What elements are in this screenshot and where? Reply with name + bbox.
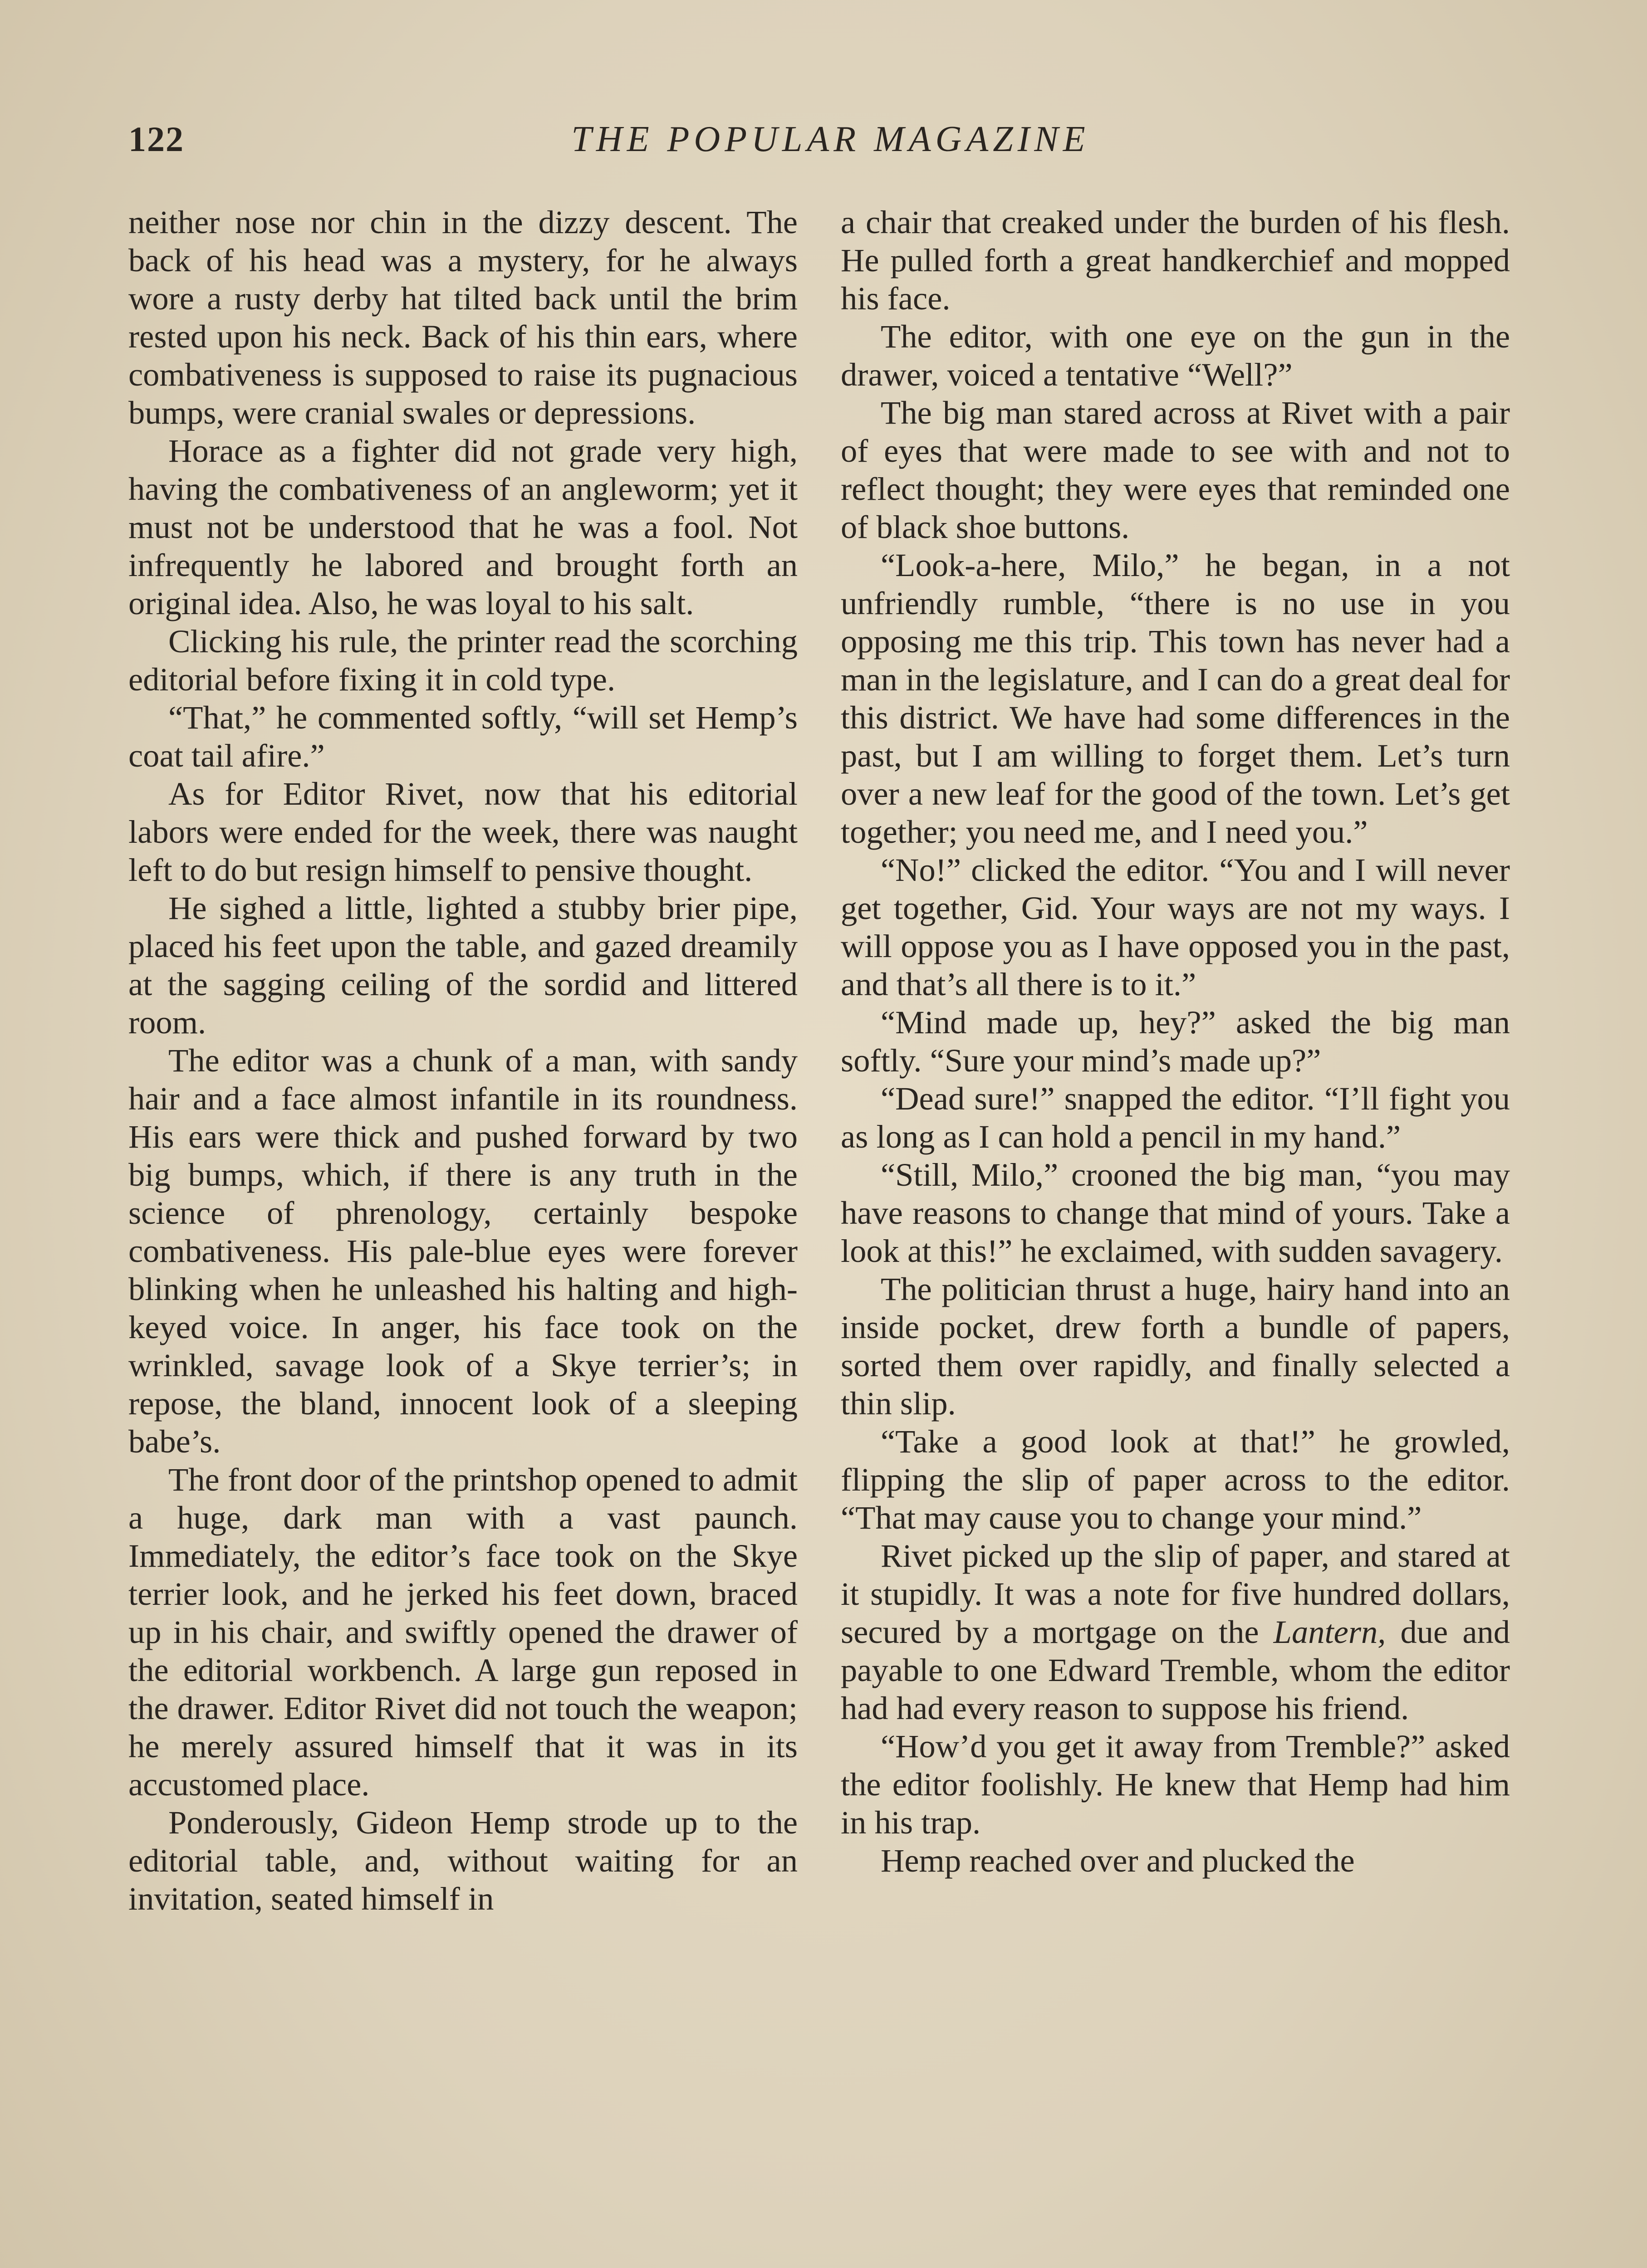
paragraph: The front door of the printshop opened to admit a huge, dark man with a vast paunch. Immediately, the editor’s face took on the Skye terrier look, and he jerked his feet down, braced up in his chair, and swiftly opened the drawer of the editorial workbench. A large gun reposed in the drawer. Editor Rivet did not touch the weapon; he merely assured himself that it was in its accustomed place. bbox=[128, 1461, 798, 1803]
paragraph: “Take a good look at that!” he growled, flipping the slip of paper across to the editor. “That may cause you to change your mind.” bbox=[841, 1423, 1510, 1536]
paragraph: The politician thrust a huge, hairy hand into an inside pocket, drew forth a bundle of papers, sorted them over rapidly, and finally selected a thin slip. bbox=[841, 1271, 1510, 1422]
paragraph: Hemp reached over and plucked the bbox=[881, 1842, 1355, 1879]
text-run: due and payable to one Edward Tremble, whom the editor had had every reason to suppose his friend. bbox=[841, 1613, 1510, 1726]
paragraph: The editor, with one eye on the gun in the drawer, voiced a tentative “Well?” bbox=[841, 318, 1510, 393]
paragraph: Clicking his rule, the printer read the scorching editorial before fixing it in cold type. bbox=[128, 623, 798, 698]
paragraph: Ponderously, Gideon Hemp strode up to the editorial table, and, without waiting for an invitation, seated himself in bbox=[128, 1804, 798, 1917]
paragraph: Horace as a fighter did not grade very high, having the combativeness of an angleworm; yet it must not be understood that he was a fool. Not infrequently he labored and brought forth an original idea. Also, he was loyal to his salt. bbox=[128, 432, 798, 621]
newspaper-name: Lantern, bbox=[1273, 1613, 1386, 1650]
paragraph: He sighed a little, lighted a stubby brier pipe, placed his feet upon the table, and gazed dreamily at the sagging ceiling of the sordid and littered room. bbox=[128, 890, 798, 1041]
paragraph: a chair that creaked under the burden of his flesh. He pulled forth a great handkerchief and mopped his face. bbox=[841, 204, 1510, 317]
paragraph: As for Editor Rivet, now that his editorial labors were ended for the week, there was naught left to do but resign himself to pensive thought. bbox=[128, 775, 798, 888]
page-header bbox=[128, 119, 1533, 169]
paragraph: “Dead sure!” snapped the editor. “I’ll fight you as long as I can hold a pencil in my hand.” bbox=[841, 1080, 1510, 1155]
paragraph: “Look-a-here, Milo,” he began, in a not unfriendly rumble, “there is no use in you opposing me this trip. This town has never had a man in the legislature, and I can do a great deal for this district. We have had some differences in the past, but I am willing to forget them. Let’s turn over a new leaf for the good of the town. Let’s get together; you need me, and I need you.” bbox=[841, 547, 1510, 850]
paragraph: “That,” he commented softly, “will set Hemp’s coat tail afire.” bbox=[128, 699, 798, 774]
paragraph: The editor was a chunk of a man, with sandy hair and a face almost infantile in its roundness. His ears were thick and pushed forward by two big bumps, which, if there is any truth in the science of phrenology, certainly bespoke combativeness. His pale-blue eyes were forever blinking when he unleashed his halting and high-keyed voice. In anger, his face took on the wrinkled, savage look of a Skye terrier’s; in repose, the bland, innocent look of a sleeping babe’s. bbox=[128, 1042, 798, 1460]
paragraph: neither nose nor chin in the dizzy descent. The back of his head was a mystery, for he always wore a rusty derby hat tilted back until the brim rested upon his neck. Back of his thin ears, where combativeness is supposed to raise its pugnacious bumps, were cranial swales or depressions. bbox=[128, 204, 798, 431]
paragraph: “No!” clicked the editor. “You and I will never get together, Gid. Your ways are not my ways. I will oppose you as I have opposed you in the past, and that’s all there is to it.” bbox=[841, 851, 1510, 1002]
paragraph: “Still, Milo,” crooned the big man, “you may have reasons to change that mind of yours. Take a look at this!” he exclaimed, with sudden savagery. bbox=[841, 1156, 1510, 1269]
left-column bbox=[128, 203, 798, 1918]
page-number: 122 bbox=[128, 119, 184, 159]
paragraph bbox=[841, 1537, 1510, 1727]
right-column bbox=[841, 203, 1510, 1880]
text-run: Rivet picked up the slip of paper, and stared at it stupidly. It was a note for five hundred dollars, secured by a mortgage on the bbox=[841, 1537, 1510, 1650]
paragraph: The big man stared across at Rivet with a pair of eyes that were made to see with and not to reflect thought; they were eyes that reminded one of black shoe buttons. bbox=[841, 394, 1510, 545]
running-title: THE POPULAR MAGAZINE bbox=[571, 119, 1090, 159]
paragraph: “Mind made up, hey?” asked the big man softly. “Sure your mind’s made up?” bbox=[841, 1004, 1510, 1079]
paragraph: “How’d you get it away from Tremble?” asked the editor foolishly. He knew that Hemp had him in his trap. bbox=[841, 1728, 1510, 1841]
